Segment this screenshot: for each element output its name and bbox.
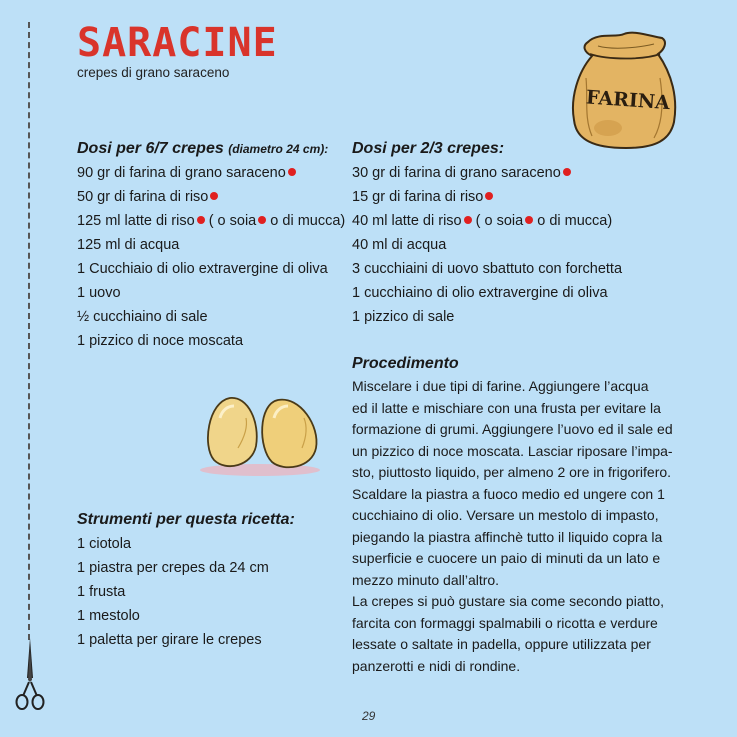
ingredient-text: ½ cucchiaino di sale [77,309,208,325]
ingredient-line [77,233,345,257]
tool-item: 1 frusta [77,584,126,600]
flour-sack-icon [568,28,680,152]
procedure-line: farcita con formaggi spalmabili o ricotta e verdure [352,614,658,631]
sack-label: FARINA [585,86,671,115]
ingredient-line [77,305,345,329]
organic-dot-icon [563,168,571,176]
procedure-line: sto, piuttosto liquido, per almeno 2 ore in frigorifero. [352,464,672,480]
doses-large-heading [77,137,345,161]
organic-dot-icon [210,192,218,200]
procedure-paragraph-1 [352,376,673,591]
procedure-line: lessate o saltate in padella, oppure utilizzata per [352,636,651,652]
ingredient-text: 50 gr di farina di riso [77,189,209,205]
ingredient-text: o di mucca) [533,213,613,229]
tools-section [77,508,295,652]
ingredient-text: 1 pizzico di sale [352,309,455,325]
doses-small-heading: Dosi per 2/3 crepes: [352,140,505,157]
cut-line [28,22,30,640]
organic-dot-icon [197,216,205,224]
ingredient-text: 3 cucchiaini di uovo sbattuto con forchetta [352,261,623,277]
ingredient-text: 15 gr di farina di riso [352,189,484,205]
procedure-paragraph-2 [352,591,665,677]
procedure-line: ed il latte e mischiare con una frusta per evitare la [352,399,661,416]
ingredient-text: ( o soia [471,213,524,229]
ingredient-text: 40 ml di acqua [352,237,447,253]
ingredient-text: 1 uovo [77,285,121,301]
organic-dot-icon [288,168,296,176]
procedure-line: Miscelare i due tipi di farine. Aggiungere l’acqua [352,378,649,394]
ingredient-text: 125 ml latte di riso [77,213,195,229]
page-number: 29 [362,709,376,723]
doses-large-list [77,161,345,353]
doses-large-heading-text: Dosi per 6/7 crepes [77,140,224,157]
procedure-line: Scaldare la piastra a fuoco medio ed ungere con 1 [352,485,665,502]
procedure-line: un pizzico di noce moscata. Lasciar riposare l’impa- [352,442,673,459]
ingredient-line [77,185,345,209]
ingredient-text: 30 gr di farina di grano saraceno [352,165,561,181]
procedure-line: piegando la piastra affinchè tutto il liquido copra la [352,528,663,545]
ingredient-line [352,233,622,257]
ingredient-text: 125 ml di acqua [77,237,180,253]
ingredient-line [77,161,345,185]
ingredient-line [77,281,345,305]
procedure-heading: Procedimento [352,355,459,372]
page-title: SARACINE [77,20,278,66]
eggs-icon [198,388,328,478]
procedure-section [352,352,673,677]
ingredient-line [352,281,622,305]
tool-item: 1 piastra per crepes da 24 cm [77,560,269,576]
procedure-line: formazione di grumi. Aggiungere l’uovo ed il sale ed [352,421,673,437]
ingredient-line [352,257,622,281]
ingredient-text: 1 Cucchiaio di olio extravergine di oliva [77,261,328,277]
ingredient-line [352,209,622,233]
ingredient-line [77,329,345,353]
tools-heading: Strumenti per questa ricetta: [77,511,295,528]
tools-list [77,532,295,652]
tool-item: 1 ciotola [77,536,132,552]
ingredient-text: 1 cucchiaino di olio extravergine di oliva [352,285,608,301]
ingredient-line [77,209,345,233]
scissors-icon [14,638,46,718]
ingredient-line [352,185,622,209]
procedure-line: panzerotti e nidi di rondine. [352,657,521,674]
ingredient-line [352,305,622,329]
doses-large-section [77,137,345,353]
doses-small-section [352,137,622,329]
procedure-line: cucchiaino di olio. Versare un mestolo di impasto, [352,507,659,523]
organic-dot-icon [525,216,533,224]
doses-large-heading-note: (diametro 24 cm): [228,142,329,156]
tool-item: 1 paletta per girare le crepes [77,632,262,648]
organic-dot-icon [485,192,493,200]
ingredient-text: ( o soia [204,213,257,229]
ingredient-line [77,257,345,281]
page-subtitle: crepes di grano saraceno [77,65,230,80]
organic-dot-icon [464,216,472,224]
procedure-line: mezzo minuto dall’altro. [352,571,500,588]
ingredient-text: 40 ml latte di riso [352,213,462,229]
procedure-line: La crepes si può gustare sia come secondo piatto, [352,593,665,609]
doses-small-list [352,161,622,329]
ingredient-text: 90 gr di farina di grano saraceno [77,165,286,181]
ingredient-text: o di mucca) [266,213,346,229]
ingredient-text: 1 pizzico di noce moscata [77,333,244,349]
tool-item: 1 mestolo [77,608,140,624]
procedure-line: superficie e cuocere un paio di minuti da un lato e [352,550,661,566]
ingredient-line [352,161,622,185]
